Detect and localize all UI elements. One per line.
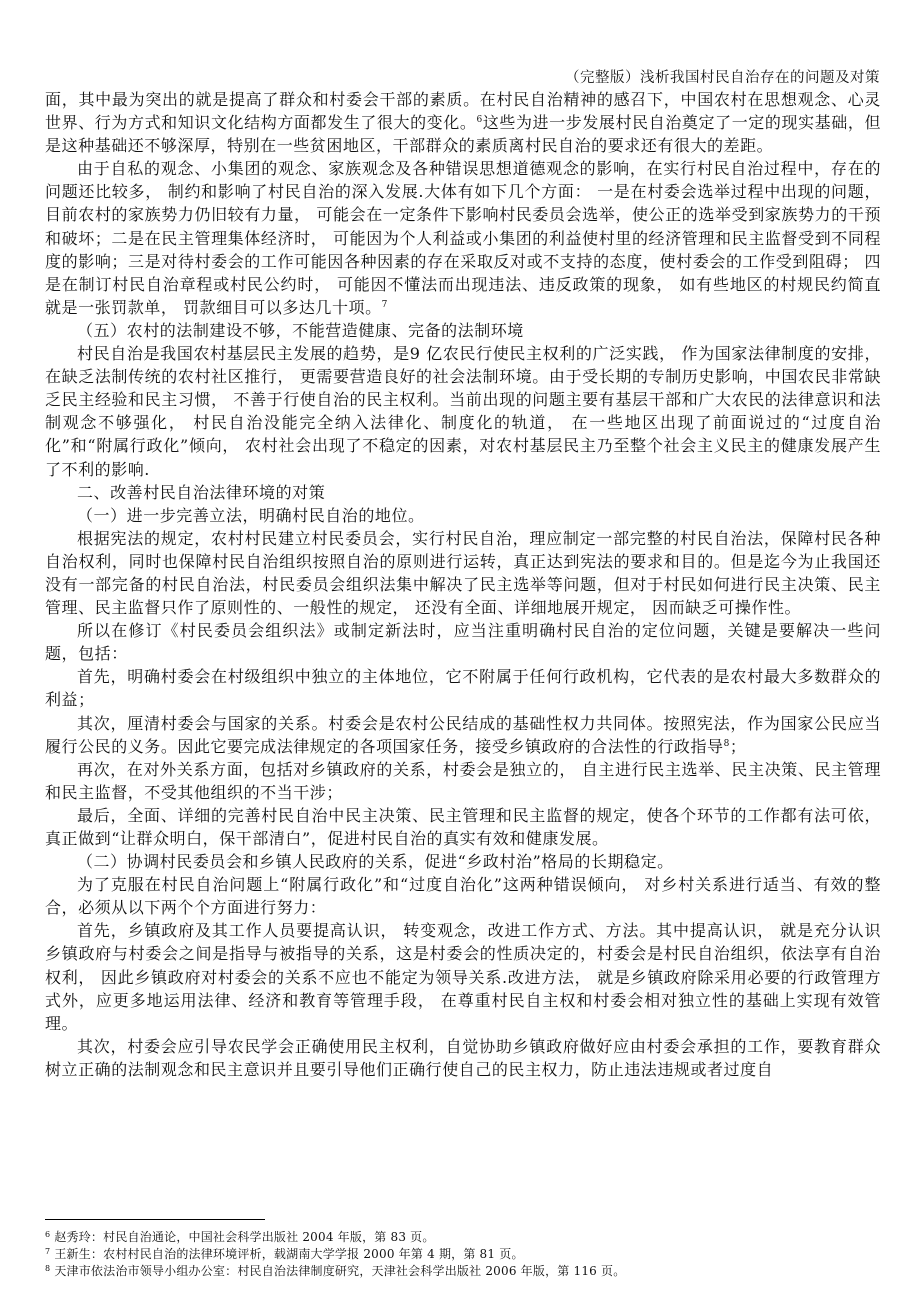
footnote-divider (45, 1219, 265, 1220)
paragraph: 最后，全面、详细的完善村民自治中民主决策、民主管理和民主监督的规定，使各个环节的工作都有法可依，真正做到“让群众明白，保干部清白”，促进村民自治的真实有效和健康发展。 (45, 805, 881, 848)
paragraph: 其次，村委会应引导农民学会正确使用民主权利，自觉协助乡镇政府做好应由村委会承担的工作，要教育群众树立正确的法制观念和民主意识并且要引导他们正确行使自己的民主权力，防止违法违规或者过度自 (45, 1036, 881, 1079)
paragraph: 村民自治是我国农村基层民主发展的趋势，是9 亿农民行使民主权利的广泛实践， 作为国家法律制度的安排， 在缺乏法制传统的农村社区推行， 更需要营造良好的社会法制环境。由于受长期的专制历史影响，中国农民非常缺乏民主经验和民主习惯， 不善于行使自治的民主权利。当前出现的问题主要有基层干部和广大农民的法律意识和法制观念不够强化， 村民自治没能完全纳入法律化、制度化的轨道， 在一些地区出现了前面说过的“过度自治化”和“附属行政化”倾向， 农村社会出现了不稳定的因素，对农村基层民主乃至整个社会主义民主的健康发展产生了不利的影响. (45, 344, 881, 479)
footnote: $^6$ 赵秀玲：村民自治通论，中国社会科学出版社 2004 年版，第 83 页。 (45, 1230, 435, 1244)
footnote-ref[interactable]: 6 (476, 115, 483, 126)
footnote-ref[interactable]: 8 (723, 738, 730, 749)
paragraph: 再次，在对外关系方面，包括对乡镇政府的关系，村委会是独立的， 自主进行民主选举、民主决策、民主管理和民主监督，不受其他组织的不当干涉； (45, 759, 881, 802)
section-heading: （一）进一步完善立法，明确村民自治的地位。 (77, 505, 425, 525)
paragraph: 所以在修订《村民委员会组织法》或制定新法时，应当注重明确村民自治的定位问题，关键是要解决一些问题，包括： (45, 621, 881, 664)
paragraph: 首先，明确村委会在村级组织中独立的主体地位，它不附属于任何行政机构，它代表的是农村最大多数群众的利益； (45, 667, 881, 710)
running-header: （完整版）浅析我国村民自治存在的问题及对策 (565, 70, 880, 86)
footnote: $^8$ 天津市依法治市领导小组办公室：村民自治法律制度研究，天津社会科学出版社 2006 年版，第 116 页。 (45, 1264, 626, 1278)
footnotes (45, 1229, 881, 1280)
paragraph: 首先，乡镇政府及其工作人员要提高认识， 转变观念，改进工作方式、方法。其中提高认识， 就是充分认识乡镇政府与村委会之间是指导与被指导的关系，这是村委会的性质决定的，村委会是村民自治组织，依法享有自治权利， 因此乡镇政府对村委会的关系不应也不能定为领导关系.改进方法， 就是乡镇政府除采用必要的行政管理方式外，应更多地运用法律、经济和教育等管理手段， 在尊重村民自主权和村委会相对独立性的基础上实现有效管理。 (45, 921, 881, 1033)
section-heading: （二）协调村民委员会和乡镇人民政府的关系，促进“乡政村治”格局的长期稳定。 (77, 852, 674, 872)
section-heading: （五）农村的法制建设不够，不能营造健康、完备的法制环境 (77, 320, 524, 340)
section-heading: 二、改善村民自治法律环境的对策 (77, 482, 326, 502)
footnote: $^7$ 王新生：农村村民自治的法律环境评析，载湖南大学学报 2000 年第 4 期，第 81 页。 (45, 1247, 524, 1261)
paragraph: 根据宪法的规定，农村村民建立村民委员会，实行村民自治，理应制定一部完整的村民自治法，保障村民各种自治权利，同时也保障村民自治组织按照自治的原则进行运转，真正达到宪法的要求和目的。但是迄今为止我国还没有一部完备的村民自治法，村民委员会组织法集中解决了民主选举等问题，但对于村民如何进行民主决策、民主管理、民主监督只作了原则性的、一般性的规定， 还没有全面、详细地展开规定， 因而缺乏可操作性。 (45, 528, 881, 618)
paragraph: 为了克服在村民自治问题上“附属行政化”和“过度自治化”这两种错误倾向， 对乡村关系进行适当、有效的整合，必须从以下两个个方面进行努力： (45, 875, 881, 918)
footnote-ref[interactable]: 7 (381, 299, 388, 310)
paragraph: 其次，厘清村委会与国家的关系。村委会是农村公民结成的基础性权力共同体。按照宪法，作为国家公民应当履行公民的义务。因此它要完成法律规定的各项国家任务，接受乡镇政府的合法性的行政指导$^8$； (45, 713, 881, 756)
paragraph: 面，其中最为突出的就是提高了群众和村委会干部的素质。在村民自治精神的感召下，中国农村在思想观念、心灵世界、行为方式和知识文化结构方面都发生了很大的变化。$^6$这些为进一步发展村民自治奠定了一定的现实基础，但是这种基础还不够深厚，特别在一些贫困地区，干部群众的素质离村民自治的要求还有很大的差距。 (45, 90, 881, 156)
main-text (45, 88, 881, 1081)
paragraph: 由于自私的观念、小集团的观念、家族观念及各种错误思想道德观念的影响，在实行村民自治过程中，存在的问题还比较多， 制约和影响了村民自治的深入发展.大体有如下几个方面： 一是在村委会选举过程中出现的问题， 目前农村的家族势力仍旧较有力量， 可能会在一定条件下影响村民委员会选举，使公正的选举受到家族势力的干预和破坏；二是在民主管理集体经济时， 可能因为个人利益或小集团的利益使村里的经济管理和民主监督受到不同程度的影响；三是对待村委会的工作可能因各种因素的存在采取反对或不支持的态度，使村委会的工作受到阻碍； 四是在制订村民自治章程或村民公约时， 可能因不懂法而出现违法、违反政策的现象， 如有些地区的村规民约简直就是一张罚款单， 罚款细目可以多达几十项。$^7$ (45, 159, 881, 317)
